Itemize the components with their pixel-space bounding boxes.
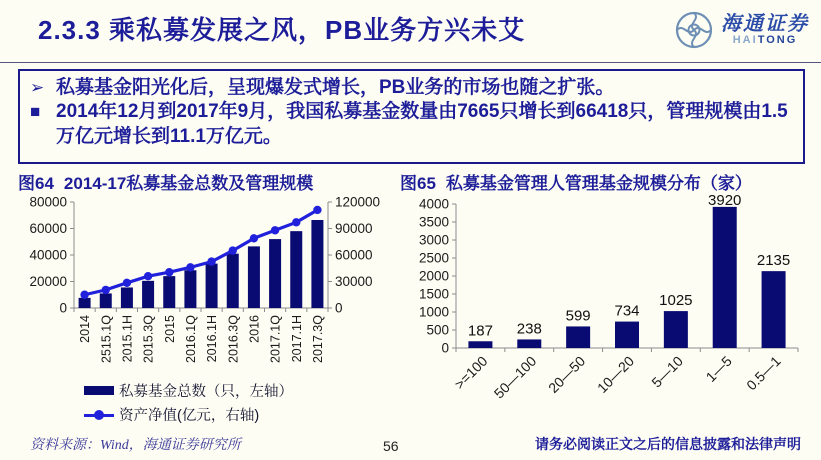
legend-label: 私募基金总数（只，左轴） (119, 384, 293, 400)
bar (713, 207, 737, 348)
right-axis-tick-label: 90000 (335, 221, 373, 236)
caption-title: 私募基金管理人管理基金规模分布（家） (445, 174, 752, 193)
x-axis-tick-label: 2016.1Q (183, 315, 198, 363)
bar (248, 246, 260, 308)
bar (100, 293, 112, 308)
bar (311, 220, 323, 308)
bar (184, 270, 196, 308)
x-axis-tick-label: 20—50 (545, 352, 589, 397)
bullet-arrow-icon: ➢ (30, 78, 45, 97)
y-axis-tick-label: 3500 (418, 214, 449, 230)
line-marker (144, 272, 152, 280)
logo-text-en: HAITONG (732, 33, 798, 46)
line-series (85, 210, 318, 295)
x-axis-tick-label: 2014 (78, 315, 93, 343)
bar (206, 264, 218, 308)
bullet-item (30, 76, 795, 100)
line-marker (207, 257, 215, 265)
x-axis-tick-label: 1—5 (702, 352, 735, 386)
bar (163, 276, 175, 308)
bullet-text: 私募基金阳光化后，呈现爆发式增长，PB业务的市场也随之扩张。 (56, 77, 615, 98)
bar (664, 311, 688, 348)
bar (566, 326, 590, 348)
y-axis-tick-label: 0 (441, 340, 449, 356)
bar-data-label: 2135 (756, 252, 791, 270)
bar (762, 271, 786, 348)
page-title: 2.3.3 乘私募发展之风，PB业务方兴未艾 (38, 15, 526, 45)
left-axis-tick-label: 80000 (29, 196, 67, 210)
right-axis-tick-label: 60000 (335, 247, 373, 263)
page-number: 56 (383, 438, 399, 454)
line-marker (102, 286, 110, 294)
bar-data-label: 187 (467, 322, 493, 340)
legend-bar-swatch (84, 386, 114, 395)
figure-captions (0, 169, 821, 194)
line-marker (271, 226, 279, 234)
x-axis-tick-label: 2015.1H (120, 315, 135, 363)
caption-label: 图65 (400, 174, 436, 193)
legend-item-bars (84, 380, 293, 401)
line-marker (165, 268, 173, 276)
y-axis-tick-label: 500 (426, 322, 449, 338)
bar (468, 341, 492, 348)
bullet-square-icon: ■ (30, 102, 41, 122)
bar (269, 239, 281, 308)
bar-data-label: 734 (614, 302, 640, 320)
chart-legend (84, 380, 293, 425)
right-axis-tick-label: 30000 (335, 274, 373, 289)
line-marker (313, 206, 321, 214)
bar-data-label: 3920 (708, 194, 742, 209)
bar-data-label: 599 (565, 307, 591, 325)
legend-line-swatch (84, 410, 114, 420)
caption-label: 图64 (18, 174, 54, 193)
x-axis-tick-label: 2515.1Q (99, 315, 114, 363)
x-axis-tick-label: 2017.3Q (310, 315, 325, 363)
x-axis-tick-label: 2017.1Q (268, 315, 283, 363)
bar-data-label: 238 (516, 320, 542, 338)
disclaimer: 请务必阅读正文之后的信息披露和法律声明 (535, 438, 801, 453)
bar (79, 298, 91, 308)
legend-label: 资产净值(亿元，右轴) (119, 408, 260, 424)
x-axis-tick-label: 2015.3Q (141, 315, 156, 363)
figure65-caption (400, 169, 752, 194)
bullet-text: 2014年12月到2017年9月，我国私募基金数量由7665只增长到66418只，管理规模由1.5万亿元增长到11.1万亿元。 (56, 101, 788, 147)
bar-chart-svg (406, 194, 818, 412)
source-note: 资料来源：Wind，海通证券研究所 (30, 438, 241, 453)
bar-chart (406, 194, 818, 416)
figure64-caption (18, 169, 400, 194)
line-marker (186, 263, 194, 271)
bar (615, 322, 639, 348)
line-marker (292, 218, 300, 226)
left-axis-tick-label: 40000 (29, 247, 67, 263)
y-axis-tick-label: 3000 (418, 232, 449, 248)
x-axis-tick-label: 2016 (247, 315, 262, 343)
left-axis-tick-label: 0 (59, 300, 67, 316)
right-axis-tick-label: 120000 (335, 196, 381, 210)
bar-data-label: 1025 (659, 292, 693, 310)
line-marker (123, 279, 131, 287)
x-axis-tick-label: 0.5—1 (743, 352, 784, 394)
y-axis-tick-label: 1500 (418, 286, 449, 302)
left-axis-tick-label: 60000 (29, 221, 67, 236)
logo-text-cn: 海通证券 (721, 12, 809, 35)
x-axis-tick-label: 2016.1H (205, 315, 220, 363)
haitong-logo-icon (674, 10, 714, 50)
legend-item-line (84, 404, 293, 425)
bar (121, 287, 133, 308)
combo-chart (10, 196, 405, 432)
x-axis-tick-label: 10—20 (593, 352, 638, 397)
haitong-logo (674, 10, 809, 50)
bar (290, 231, 302, 308)
x-axis-tick-label: 2016.3Q (226, 315, 241, 363)
header (0, 0, 821, 63)
y-axis-tick-label: 1000 (418, 304, 449, 320)
combo-chart-svg (10, 196, 405, 386)
x-axis-tick-label: 5—10 (648, 352, 686, 391)
y-axis-tick-label: 2000 (418, 268, 449, 284)
line-marker (229, 246, 237, 254)
x-axis-tick-label: 2015 (162, 315, 177, 343)
left-axis-tick-label: 20000 (29, 274, 67, 289)
line-marker (80, 291, 88, 299)
bar (142, 281, 154, 308)
y-axis-tick-label: 2500 (418, 250, 449, 266)
summary-box (18, 69, 805, 164)
bar (517, 339, 541, 348)
y-axis-tick-label: 4000 (418, 196, 449, 212)
right-axis-tick-label: 0 (335, 300, 343, 316)
x-axis-tick-label: 50—100 (490, 352, 540, 402)
x-axis-tick-label: 2017.1H (289, 315, 304, 363)
bullet-item (30, 100, 795, 149)
x-axis-tick-label: >=100 (451, 352, 491, 393)
bar (227, 254, 239, 308)
caption-title: 2014-17私募基金总数及管理规模 (63, 174, 314, 193)
footer (0, 434, 821, 454)
line-marker (250, 234, 258, 242)
